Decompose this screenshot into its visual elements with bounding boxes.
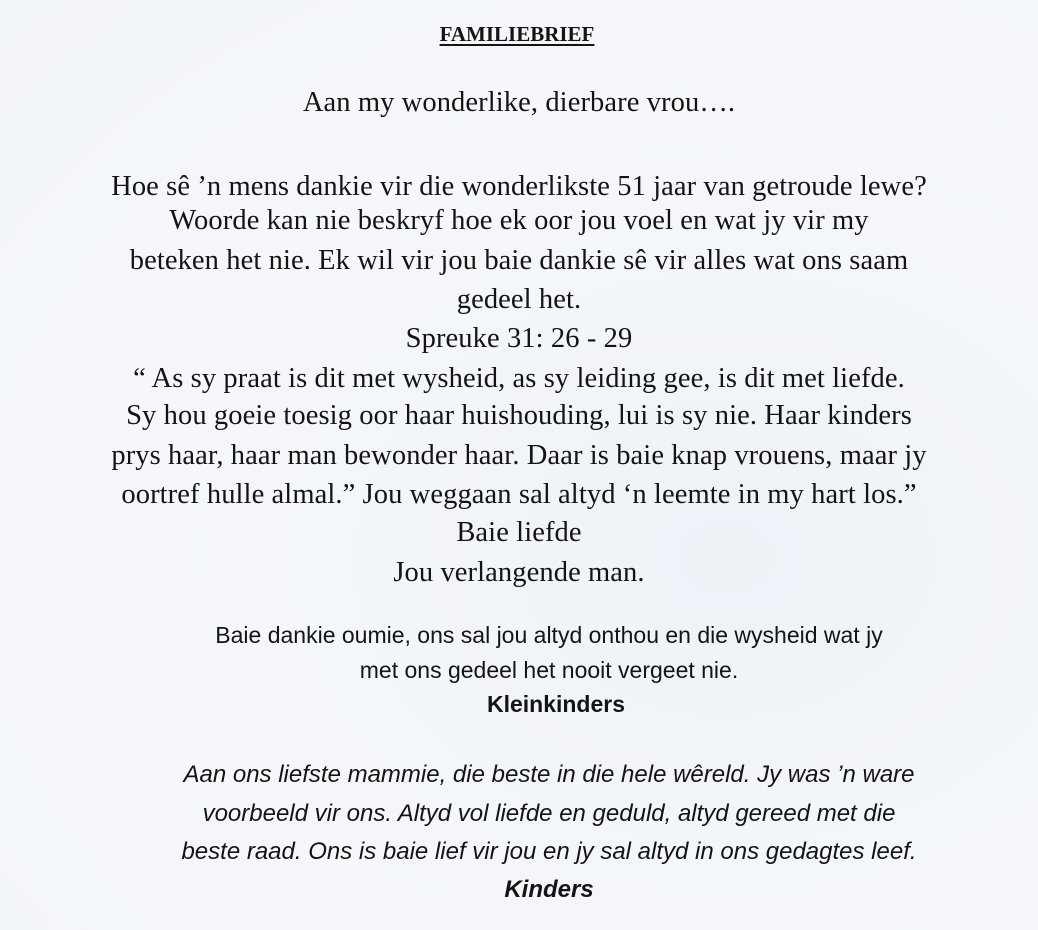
letter-body-line: beteken het nie. Ek wil vir jou baie dankie sê vir alles wat ons saam <box>129 245 909 276</box>
letter-body-line: gedeel het. <box>456 284 582 315</box>
children-message-line: voorbeeld vir ons. Altyd vol liefde en geduld, altyd gereed met die <box>202 800 896 827</box>
letter-salutation: Aan my wonderlike, dierbare vrou…. <box>302 87 736 118</box>
quote-line: “ As sy praat is dit met wysheid, as sy leiding gee, is dit met liefde. <box>133 363 905 394</box>
scripture-reference: Spreuke 31: 26 - 29 <box>405 323 633 354</box>
quote-line: oortref hulle almal.” Jou weggaan sal altyd ‘n leemte in my hart los.” <box>121 479 917 510</box>
quote-line: prys haar, haar man bewonder haar. Daar is baie knap vrouens, maar jy <box>111 440 927 471</box>
grandchildren-signature: Kleinkinders <box>486 691 626 717</box>
letter-signature: Jou verlangende man. <box>393 557 645 588</box>
grandchildren-message-line: met ons gedeel het nooit vergeet nie. <box>359 657 739 683</box>
letter-closing: Baie liefde <box>456 517 582 548</box>
children-message-line: beste raad. Ons is baie lief vir jou en jy sal altyd in ons gedagtes leef. <box>181 838 917 865</box>
letter-body-line: Woorde kan nie beskryf hoe ek oor jou voel en wat jy vir my <box>169 205 869 236</box>
children-signature: Kinders <box>504 876 594 903</box>
document-title: FAMILIEBRIEF <box>439 22 595 46</box>
letter-body-line: Hoe sê ’n mens dankie vir die wonderlikste 51 jaar van getroude lewe? <box>111 171 927 202</box>
quote-line: Sy hou goeie toesig oor haar huishouding, lui is sy nie. Haar kinders <box>126 400 912 431</box>
grandchildren-message-line: Baie dankie oumie, ons sal jou altyd onthou en die wysheid wat jy <box>215 622 883 648</box>
children-message-line: Aan ons liefste mammie, die beste in die hele wêreld. Jy was ’n ware <box>183 761 915 788</box>
